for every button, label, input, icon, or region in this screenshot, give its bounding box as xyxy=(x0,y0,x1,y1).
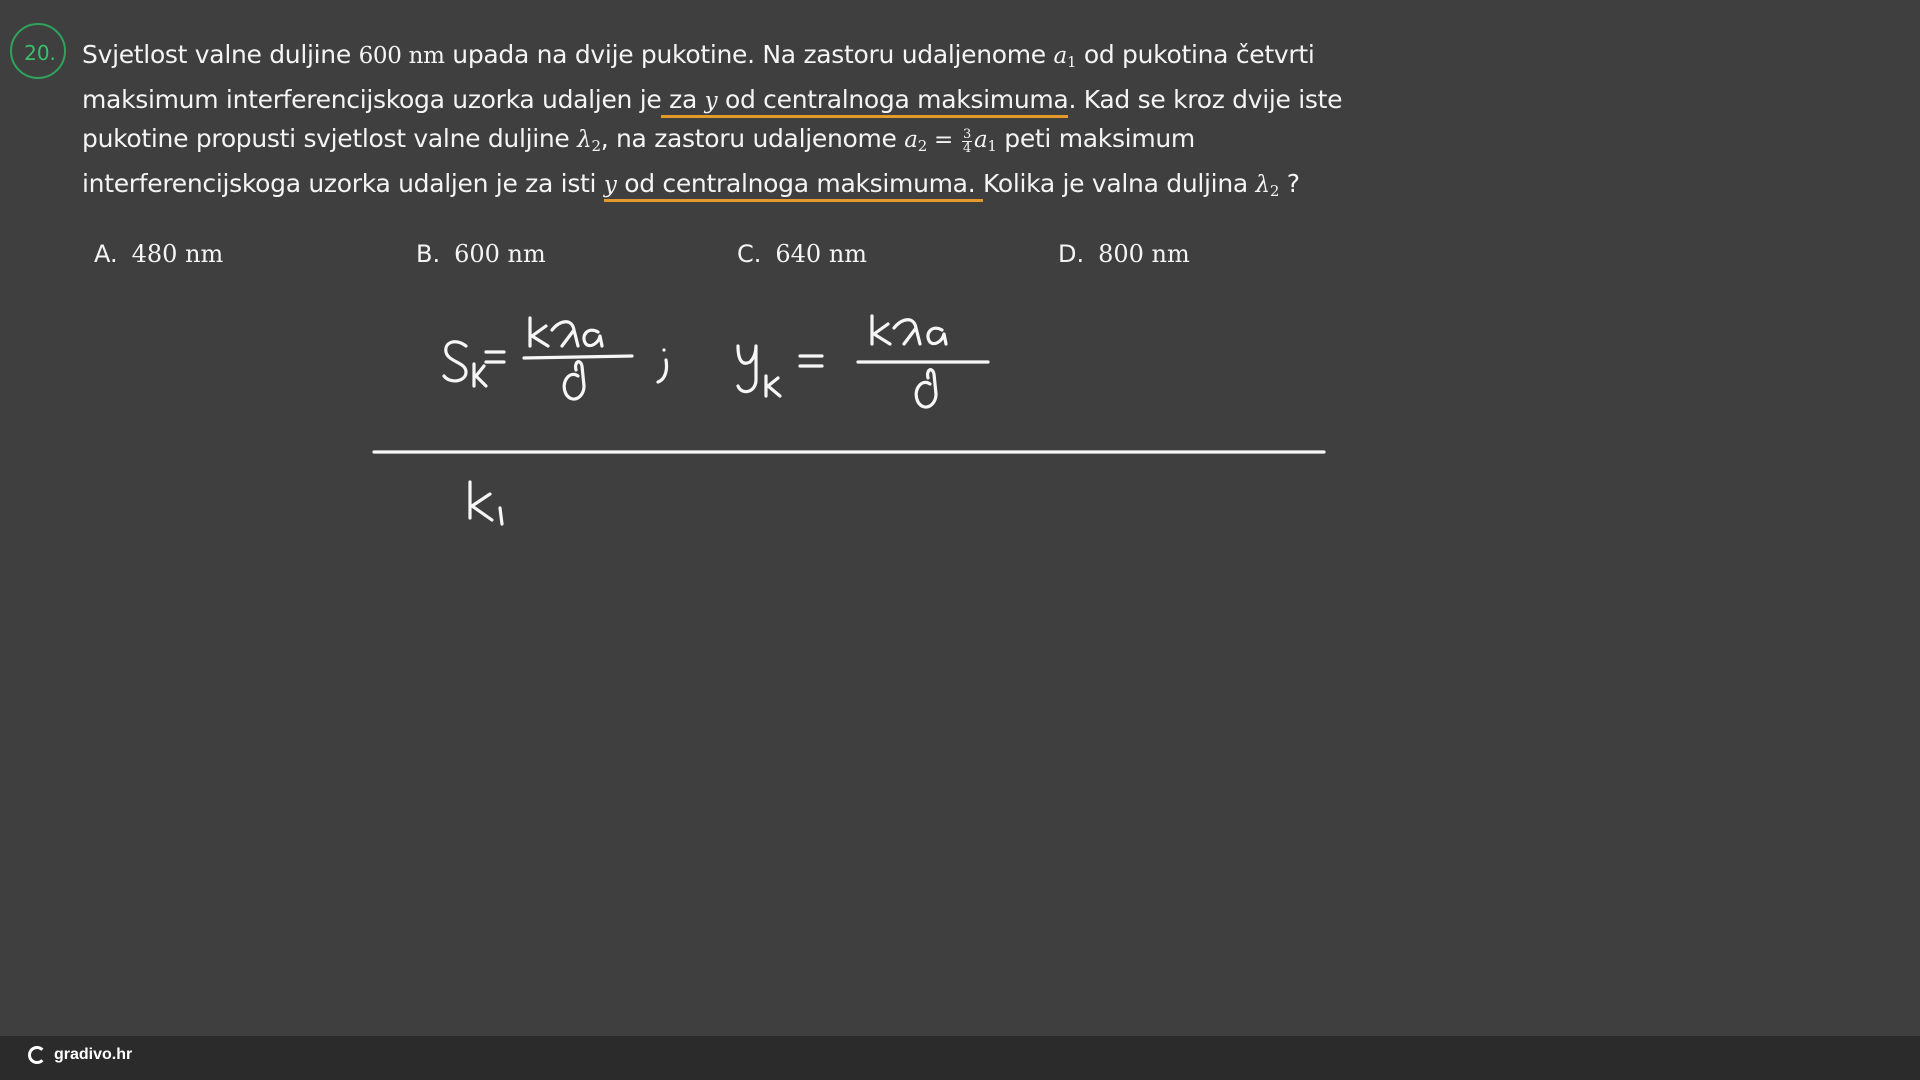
highlighted-phrase-2: y od centralnoga maksimuma. xyxy=(604,169,983,202)
question-number: 20. xyxy=(24,41,56,65)
handwritten-y-k-equals xyxy=(738,346,822,396)
handwritten-k1 xyxy=(470,482,502,524)
math-a2-equation: $a_2$ = $\frac{3}{4}$ $a_1$ xyxy=(904,126,997,156)
text-segment: , na zastoru udaljenome xyxy=(600,124,905,153)
handwritten-fraction-2 xyxy=(858,316,988,407)
math-wavelength-1: 600 nm xyxy=(358,43,445,69)
handwritten-fraction-1 xyxy=(524,318,632,399)
answer-option-c[interactable]: C. 640 nm xyxy=(737,240,868,268)
handwritten-semicolon xyxy=(658,348,667,382)
answer-option-d[interactable]: D. 800 nm xyxy=(1058,240,1190,268)
math-lambda2: $\lambda_2$ xyxy=(577,127,601,155)
text-segment: upada na dvije pukotine. Na zastoru udaljenome xyxy=(444,40,1054,69)
text-segment: maksimum interferencijskoga uzorka udaljen je xyxy=(82,85,662,114)
text-segment: Kolika je valna duljina xyxy=(982,169,1256,198)
math-a1: $a_1$ xyxy=(1053,43,1077,71)
text-segment: peti maksimum xyxy=(996,124,1195,153)
answer-option-a[interactable]: A. 480 nm xyxy=(94,240,224,268)
text-segment: . Kad se kroz dvije iste xyxy=(1068,85,1343,114)
gradivo-logo-icon xyxy=(28,1046,46,1064)
math-lambda2: $\lambda_2$ xyxy=(1255,172,1280,200)
highlighted-phrase-1: za y od centralnoga maksimuma xyxy=(661,85,1068,118)
fraction-three-quarters: $\frac{3}{4}$ xyxy=(962,126,971,156)
text-segment: interferencijskoga uzorka udaljen je za isti xyxy=(82,169,604,198)
footer-bar xyxy=(0,1036,1920,1080)
text-segment: pukotine propusti svjetlost valne duljine xyxy=(82,124,578,153)
handwritten-s-k-equals xyxy=(444,342,504,386)
text-segment: ? xyxy=(1279,169,1300,198)
text-segment: od pukotina četvrti xyxy=(1076,40,1315,69)
text-segment: Svjetlost valne duljine xyxy=(82,40,359,69)
answer-option-b[interactable]: B. 600 nm xyxy=(416,240,546,268)
brand-link[interactable] xyxy=(28,1046,132,1064)
brand-name: gradivo.hr xyxy=(54,1046,133,1063)
